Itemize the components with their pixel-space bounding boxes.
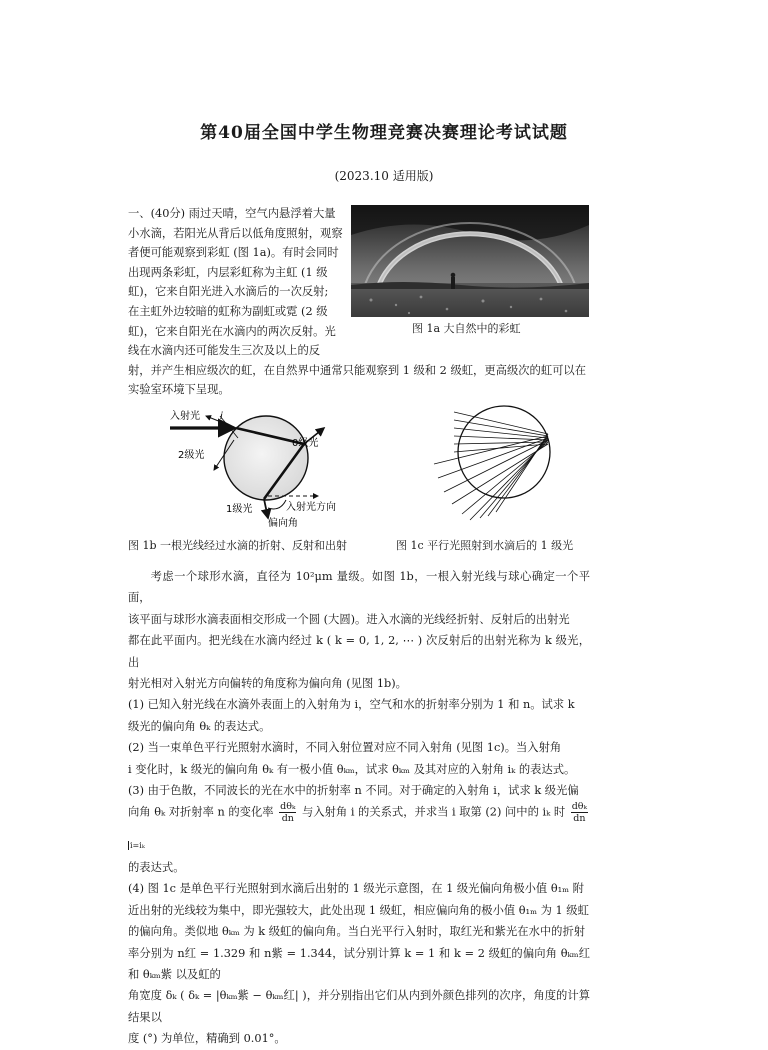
question-4-line: 角宽度 δₖ ( δₖ = |θₖₘ紫 − θₖₘ红| )，并分别指出它们从内到外颜色排列的次序，角度的计算结果以 bbox=[128, 989, 590, 1024]
label-incident-direction: 入射光方向 bbox=[286, 502, 336, 513]
question-3-line: 的表达式。 bbox=[128, 860, 185, 874]
derivative-fraction bbox=[279, 801, 296, 824]
page-title: 第40届全国中学生物理竞赛决赛理论考试试题 bbox=[200, 123, 568, 143]
intro-line: 虹)，它来自阳光在水滴内的两次反射。光 bbox=[128, 324, 336, 338]
question-4-line: 率分别为 n红 = 1.329 和 n紫 = 1.344，试分别计算 k = 1 和 k = 2 级虹的偏向角 θₖₘ红 和 θₖₘ紫 以及虹的 bbox=[128, 946, 590, 981]
intro-line: 出现两条彩虹，内层彩虹称为主虹 (1 级 bbox=[128, 265, 328, 279]
intro-line: 在主虹外边较暗的虹称为副虹或霓 (2 级 bbox=[128, 304, 328, 318]
intro-body-line: 都在此平面内。把光线在水滴内经过 k ( k = 0, 1, 2, ⋯ ) 次反射后的出射光称为 k 级光，出 bbox=[128, 634, 590, 669]
question-2-line: i 变化时，k 级光的偏向角 θₖ 有一极小值 θₖₘ，试求 θₖₘ 及其对应的入射角 iₖ 的表达式。 bbox=[128, 762, 576, 776]
intro-paragraph-tail bbox=[128, 341, 590, 400]
fraction-numerator: dθₖ bbox=[571, 801, 587, 813]
question-3-formula-line bbox=[128, 801, 590, 856]
fraction-denominator: dn bbox=[281, 813, 294, 825]
derivative-fraction-evaluated bbox=[571, 801, 588, 824]
fraction-numerator: dθₖ bbox=[280, 801, 296, 813]
intro-line: 小水滴，若阳光从背后以低角度照射，观察 bbox=[128, 226, 343, 240]
question-2-line: (2) 当一束单色平行光照射水滴时，不同入射位置对应不同入射角 (见图 1c)。当入射角 bbox=[128, 741, 562, 755]
question-1-line: 级光的偏向角 θₖ 的表达式。 bbox=[128, 719, 271, 733]
problem-body bbox=[128, 566, 590, 1050]
parallel-rays-diagram bbox=[424, 400, 554, 530]
page-subtitle: (2023.10 适用版) bbox=[334, 169, 434, 183]
label-i: i bbox=[220, 411, 223, 422]
question-4-line: 度 (°) 为单位，精确到 0.01°。 bbox=[128, 1032, 286, 1046]
question-3-text: 向角 θₖ 对折射率 n 的变化率 bbox=[128, 805, 274, 819]
question-4-line: 近出射的光线较为集中，即光强较大，此处出现 1 级虹，相应偏向角的极小值 θ₁ₘ 为 1 级虹 bbox=[128, 903, 589, 917]
intro-line: 射，并产生相应级次的虹，在自然界中通常只能观察到 1 级和 2 级虹，更高级次的虹可以在 bbox=[128, 363, 587, 377]
evaluation-subscript: i=iₖ bbox=[130, 841, 145, 851]
ray-diagram bbox=[168, 400, 358, 530]
figure-1b-caption: 图 1b 一根光线经过水滴的折射、反射和出射 bbox=[128, 539, 348, 552]
question-3-text: 与入射角 i 的关系式，并求当 i 取第 (2) 问中的 iₖ 时 bbox=[302, 805, 566, 819]
rainbow-photo bbox=[351, 205, 589, 317]
question-4-line: (4) 图 1c 是单色平行光照射到水滴后出射的 1 级光示意图，在 1 级光偏向角极小值 θ₁ₘ 附 bbox=[128, 882, 584, 896]
intro-line: 一、(40分) 雨过天晴，空气内悬浮着大量 bbox=[128, 207, 336, 220]
intro-line: 实验室环境下呈现。 bbox=[128, 383, 230, 397]
fraction-denominator: dn bbox=[573, 813, 586, 825]
label-order2: 2级光 bbox=[178, 450, 205, 461]
label-incident: 入射光 bbox=[170, 411, 200, 422]
label-order0: 0级光 bbox=[292, 438, 319, 449]
label-deviation: 偏向角 bbox=[268, 518, 298, 529]
label-order1: 1级光 bbox=[226, 504, 253, 515]
intro-paragraph bbox=[128, 204, 348, 341]
intro-body-line: 该平面与球形水滴表面相交形成一个圆 (大圆)。进入水滴的光线经折射、反射后的出射光 bbox=[128, 612, 570, 626]
question-1-line: (1) 已知入射光线在水滴外表面上的入射角为 i，空气和水的折射率分别为 1 和 n。试求 k bbox=[128, 698, 575, 712]
figure-1c-caption: 图 1c 平行光照射到水滴后的 1 级光 bbox=[396, 539, 574, 552]
question-3-line: (3) 由于色散，不同波长的光在水中的折射率 n 不同。对于确定的入射角 i，试求 k 级光偏 bbox=[128, 784, 579, 798]
intro-line: 者便可能观察到彩虹 (图 1a)。有时会同时 bbox=[128, 246, 339, 260]
intro-line: 虹)，它来自阳光进入水滴后的一次反射; bbox=[128, 285, 329, 299]
figure-1a-caption: 图 1a 大自然中的彩虹 bbox=[412, 322, 521, 335]
intro-body-line: 射光相对入射光方向偏转的角度称为偏向角 (见图 1b)。 bbox=[128, 677, 407, 691]
question-4-line: 的偏向角。类似地 θₖₘ 为 k 级虹的偏向角。当白光平行入射时，取红光和紫光在水中的折射 bbox=[128, 925, 586, 939]
intro-line: 线在水滴内还可能发生三次及以上的反 bbox=[128, 344, 321, 357]
intro-body-line: 考虑一个球形水滴，直径为 10²μm 量级。如图 1b，一根入射光线与球心确定一个平面， bbox=[128, 570, 590, 605]
